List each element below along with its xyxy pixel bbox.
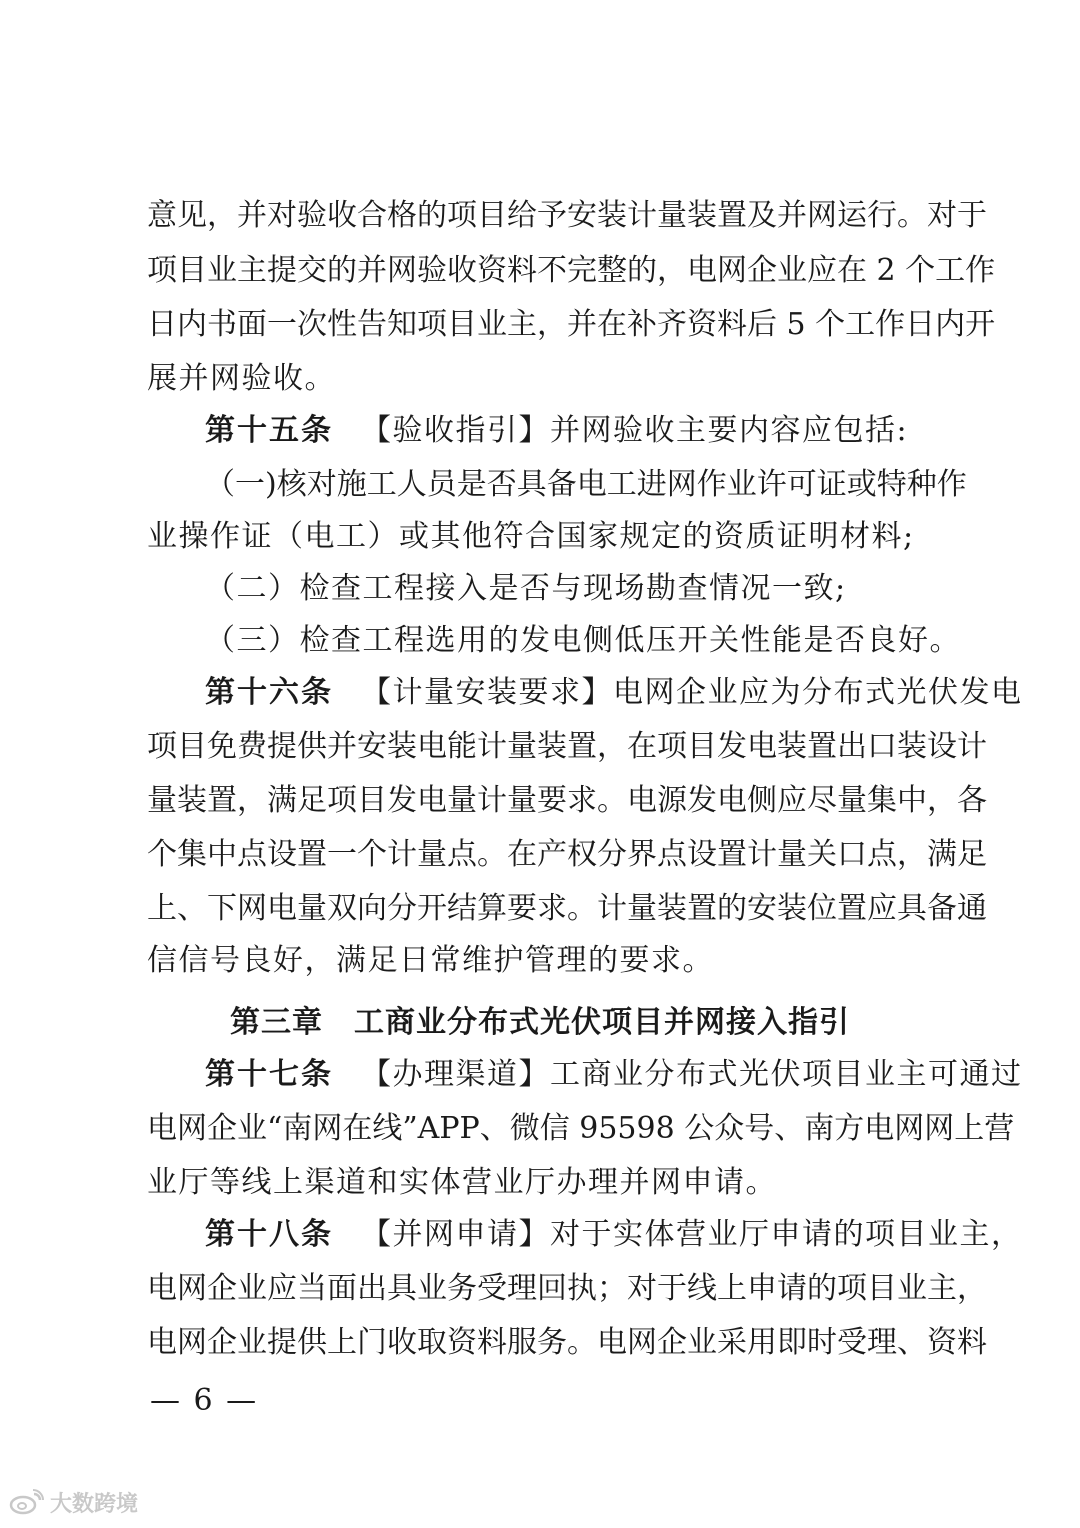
list-item: （二）检查工程接入是否与现场勘查情况一致; (205, 571, 847, 606)
list-item: （一)核对施工人员是否具备电工进网作业许可证或特种作 (205, 467, 967, 502)
paragraph-line: 日内书面一次性告知项目业主，并在补齐资料后 5 个工作日内开 (147, 307, 996, 342)
paragraph-line: 电网企业提供上门收取资料服务。电网企业采用即时受理、资料 (147, 1325, 987, 1360)
paragraph-line: 量装置，满足项目发电量计量要求。电源发电侧应尽量集中，各 (147, 783, 987, 818)
paragraph-line: 展并网验收。 (147, 361, 336, 396)
paragraph-line: 意见，并对验收合格的项目给予安装计量装置及并网运行。对于 (147, 198, 987, 233)
paragraph-line: 业厅等线上渠道和实体营业厅办理并网申请。 (147, 1165, 777, 1200)
article-text: 【验收指引】并网验收主要内容应包括: (361, 413, 909, 448)
article-15 (205, 408, 942, 454)
chapter-heading: 第三章 工商业分布式光伏项目并网接入指引 (230, 1005, 850, 1040)
article-18 (205, 1212, 1023, 1258)
article-16 (205, 670, 1023, 716)
article-text: 【并网申请】对于实体营业厅申请的项目业主， (361, 1217, 1023, 1252)
article-number: 第十八条 (205, 1217, 333, 1252)
article-number: 第十六条 (205, 675, 333, 710)
article-number: 第十五条 (205, 413, 333, 448)
paragraph-line: 个集中点设置一个计量点。在产权分界点设置计量关口点，满足 (147, 837, 987, 872)
watermark-text: 大数跨境 (50, 1491, 139, 1517)
page-number: — 6 — (150, 1383, 259, 1418)
paragraph-line: 信信号良好，满足日常维护管理的要求。 (147, 943, 714, 978)
article-text: 【办理渠道】工商业分布式光伏项目业主可通过 (361, 1057, 1023, 1092)
list-item: （三）检查工程选用的发电侧低压开关性能是否良好。 (205, 623, 961, 658)
article-text: 【计量安装要求】电网企业应为分布式光伏发电 (361, 675, 1023, 710)
article-17 (205, 1052, 1023, 1098)
paragraph-line: 上、下网电量双向分开结算要求。计量装置的安装位置应具备通 (147, 891, 987, 926)
article-number: 第十七条 (205, 1057, 333, 1092)
paragraph-line: 电网企业应当面出具业务受理回执；对于线上申请的项目业主， (147, 1271, 987, 1306)
weibo-logo-icon (8, 1489, 44, 1515)
paragraph-line: 项目业主提交的并网验收资料不完整的，电网企业应在 2 个工作 (147, 253, 996, 288)
watermark (8, 1487, 138, 1517)
list-item-continuation: 业操作证（电工）或其他符合国家规定的资质证明材料; (147, 519, 915, 554)
paragraph-line: 电网企业“南网在线”APP、微信 95598 公众号、南方电网网上营 (147, 1111, 1015, 1146)
paragraph-line: 项目免费提供并安装电能计量装置，在项目发电装置出口装设计 (147, 729, 987, 764)
